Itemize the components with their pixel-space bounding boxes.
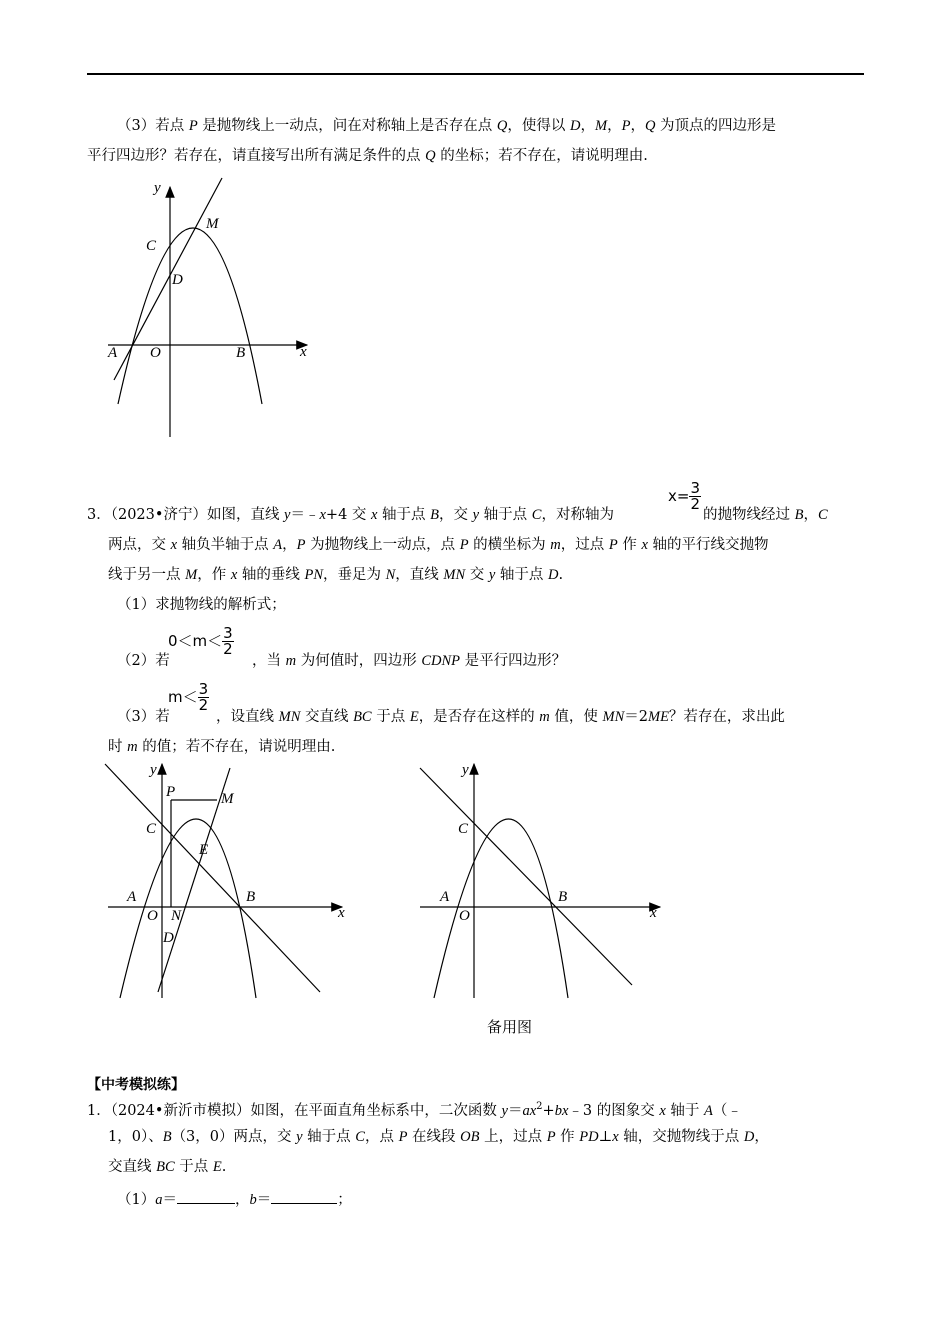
label-C: C — [146, 238, 157, 254]
label-B: B — [236, 345, 246, 361]
label-M: M — [221, 791, 234, 807]
label-x: x — [300, 344, 307, 360]
section-title: 【中考模拟练】 — [87, 1077, 185, 1093]
line-BC — [105, 764, 320, 992]
line-AM — [114, 178, 222, 380]
line-MN — [158, 768, 230, 992]
q3-part2-prefix: （2）若 — [117, 653, 170, 669]
label-y: y — [462, 762, 469, 778]
q3-part2-formula: 0＜m＜ $\frac{3}{2}$ — [168, 624, 233, 658]
q1-part1: （1）a＝ ，b＝ ； — [117, 1189, 352, 1210]
label-E: E — [199, 842, 209, 858]
q2-part3-line1: （3）若点 P 是抛物线上一动点，问在对称轴上是否存在点 Q，使得以 D，M，P，Q 为顶点的四边形是 — [117, 118, 777, 134]
label-A: A — [127, 889, 137, 905]
label-C: C — [146, 821, 157, 837]
q3-axis-formula: x= $\frac{3}{2}$ — [668, 479, 700, 513]
label-x: x — [650, 905, 657, 921]
parabola — [120, 819, 256, 998]
q3-part2-rest: ，当 m 为何值时，四边形 CDNP 是平行四边形？ — [252, 653, 567, 669]
q1-line1: 1．（2024•新沂市模拟）如图，在平面直角坐标系中，二次函数 $y=ax^2+bx﹣3$ 的图象交 x 轴于 A（﹣ — [87, 1101, 742, 1119]
figure-3 — [412, 760, 672, 1004]
label-A: A — [440, 889, 450, 905]
answer-b-blank[interactable] — [271, 1189, 337, 1204]
label-O: O — [147, 908, 158, 924]
label-B: B — [558, 889, 568, 905]
line-BC — [420, 768, 632, 985]
q3-part1: （1）求抛物线的解析式； — [117, 597, 286, 613]
header-rule — [87, 73, 864, 75]
q3-line1-end: 的抛物线经过 B，C — [703, 507, 828, 523]
q3-part3-line2: 时 m 的值；若不存在，请说明理由. — [108, 739, 336, 755]
figure-3-caption: 备用图 — [487, 1018, 533, 1036]
label-x: x — [338, 905, 345, 921]
q3-part3-prefix: （3）若 — [117, 709, 170, 725]
label-y: y — [150, 762, 157, 778]
label-O: O — [459, 908, 470, 924]
label-D: D — [163, 930, 174, 946]
parabola — [118, 228, 262, 404]
q3-line2: 两点，交 x 轴负半轴于点 A，P 为抛物线上一动点，点 P 的横坐标为 m，过点 P 作 x 轴的平行线交抛物 — [108, 537, 769, 553]
label-M: M — [206, 216, 219, 232]
q2-part3-line2: 平行四边形？若存在，请直接写出所有满足条件的点 Q 的坐标；若不存在，请说明理由. — [87, 148, 648, 164]
label-B: B — [246, 889, 256, 905]
q1-line3: 交直线 BC 于点 E. — [108, 1159, 227, 1175]
label-D: D — [172, 272, 183, 288]
q3-line3: 线于另一点 M，作 x 轴的垂线 PN，垂足为 N，直线 MN 交 y 轴于点 D. — [108, 567, 564, 583]
label-O: O — [150, 345, 161, 361]
q3-part3-rest: ，设直线 MN 交直线 BC 于点 E，是否存在这样的 m 值，使 MN＝2ME？若存在，求出此 — [216, 709, 785, 725]
label-C: C — [458, 821, 469, 837]
label-P: P — [166, 784, 176, 800]
figure-1 — [100, 172, 320, 446]
label-y: y — [154, 180, 161, 196]
label-N: N — [171, 908, 182, 924]
q1-line2: 1，0）、B（3，0）两点，交 y 轴于点 C，点 P 在线段 OB 上，过点 P 作 PD⊥x 轴，交抛物线于点 D， — [108, 1129, 769, 1145]
answer-a-blank[interactable] — [177, 1189, 235, 1204]
q3-part3-formula: m＜ $\frac{3}{2}$ — [168, 680, 209, 714]
figure-2 — [100, 760, 360, 1004]
label-A: A — [108, 345, 118, 361]
parabola — [434, 819, 568, 998]
q3-line1: 3．（2023•济宁）如图，直线 y＝﹣x+4 交 x 轴于点 B，交 y 轴于点 C，对称轴为 — [87, 507, 614, 523]
